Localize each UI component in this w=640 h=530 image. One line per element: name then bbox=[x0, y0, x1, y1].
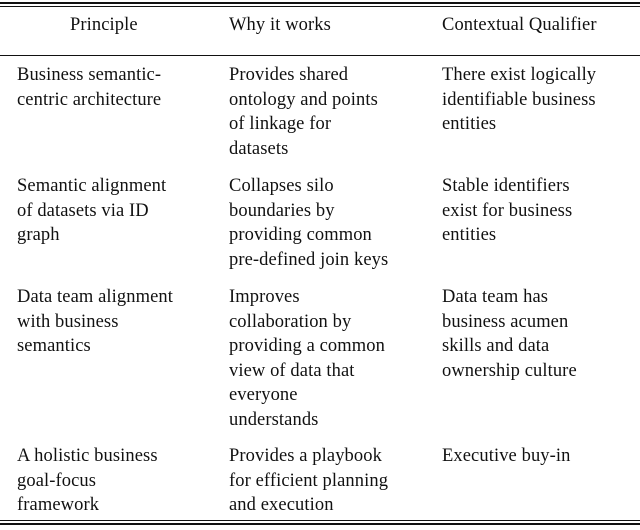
qualifier-cell bbox=[442, 444, 638, 469]
cell-line: of linkage for bbox=[229, 114, 332, 135]
cell-line: Semantic alignment bbox=[17, 176, 167, 196]
cell-line: for efficient planning bbox=[229, 470, 389, 491]
cell-line: understands bbox=[229, 409, 319, 430]
header-contextual-qualifier: Contextual Qualifier bbox=[442, 15, 597, 35]
cell-line: ownership culture bbox=[442, 360, 577, 381]
qualifier-cell bbox=[442, 285, 638, 383]
cell-line: Business semantic- bbox=[17, 65, 162, 85]
cell-line: skills and data bbox=[442, 336, 550, 357]
principle-cell bbox=[17, 174, 217, 248]
header-principle: Principle bbox=[70, 15, 138, 35]
cell-line: graph bbox=[17, 225, 60, 246]
cell-line: Improves bbox=[229, 287, 300, 307]
bottom-rule-1 bbox=[0, 520, 640, 521]
cell-line: ontology and points bbox=[229, 89, 378, 110]
cell-line: A holistic business bbox=[17, 446, 158, 466]
why-cell bbox=[229, 285, 429, 433]
why-cell bbox=[229, 63, 429, 161]
cell-line: Stable identifiers bbox=[442, 176, 570, 196]
qualifier-cell bbox=[442, 174, 638, 248]
cell-line: everyone bbox=[229, 385, 298, 406]
cell-line: pre-defined join keys bbox=[229, 249, 389, 270]
header-rule bbox=[0, 55, 640, 56]
top-rule-2 bbox=[0, 6, 640, 7]
cell-line: of datasets via ID bbox=[17, 200, 149, 221]
cell-line: Provides shared bbox=[229, 65, 349, 85]
cell-line: centric architecture bbox=[17, 89, 162, 110]
qualifier-cell bbox=[442, 63, 638, 137]
cell-line: entities bbox=[442, 225, 497, 246]
principle-cell bbox=[17, 444, 217, 518]
cell-line: collaboration by bbox=[229, 311, 352, 332]
cell-line: with business bbox=[17, 311, 119, 332]
cell-line: providing common bbox=[229, 225, 372, 246]
top-rule-1 bbox=[0, 2, 640, 4]
cell-line: identifiable business bbox=[442, 89, 596, 110]
cell-line: entities bbox=[442, 114, 497, 135]
cell-line: view of data that bbox=[229, 360, 355, 381]
cell-line: Data team has bbox=[442, 287, 549, 307]
cell-line: Executive buy-in bbox=[442, 446, 571, 466]
cell-line: boundaries by bbox=[229, 200, 335, 221]
why-cell bbox=[229, 174, 429, 272]
cell-line: framework bbox=[17, 495, 100, 516]
cell-line: Data team alignment bbox=[17, 287, 174, 307]
why-cell bbox=[229, 444, 429, 518]
cell-line: goal-focus bbox=[17, 470, 97, 491]
principle-cell bbox=[17, 63, 217, 112]
cell-line: Provides a playbook bbox=[229, 446, 382, 466]
bottom-rule-2 bbox=[0, 523, 640, 525]
cell-line: Collapses silo bbox=[229, 176, 334, 196]
cell-line: exist for business bbox=[442, 200, 573, 221]
header-why-it-works: Why it works bbox=[229, 15, 331, 35]
cell-line: There exist logically bbox=[442, 65, 597, 85]
cell-line: business acumen bbox=[442, 311, 569, 332]
principle-cell bbox=[17, 285, 217, 359]
cell-line: datasets bbox=[229, 138, 289, 159]
cell-line: and execution bbox=[229, 495, 334, 516]
cell-line: semantics bbox=[17, 336, 91, 357]
cell-line: providing a common bbox=[229, 336, 385, 357]
